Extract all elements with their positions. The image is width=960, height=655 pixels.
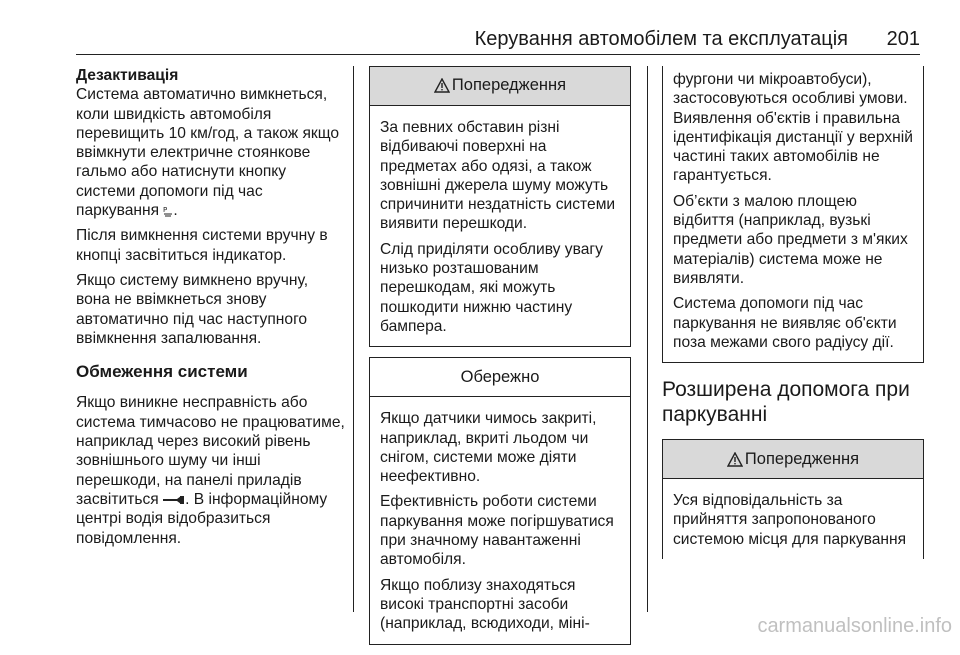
caution-box-title: Обережно (370, 358, 630, 397)
paragraph: Уся відповідальність за прийняття запропонованого системою місця для паркування (673, 492, 907, 548)
column-left (76, 66, 346, 554)
warning-triangle-icon (434, 76, 450, 95)
paragraph: Якщо датчики чимось закриті, наприклад, вкриті льодом чи снігом, системи може діяти неефективно. (380, 410, 597, 486)
warning-title-text: Попередження (744, 449, 860, 468)
column-divider (353, 66, 354, 612)
paragraph: Слід приділяти особливу увагу низько розташованим перешкодам, які можуть пошкодити нижню частину бампера. (380, 240, 603, 335)
warning-box-title (663, 440, 923, 479)
paragraph: Ефективність роботи системи паркування може погіршуватися при значному навантаженні автомобіля. (380, 493, 614, 569)
caution-box (369, 357, 631, 644)
warning-box-body (370, 106, 630, 346)
paragraph: фургони чи мікроавтобуси), застосовуються особливі умови. Виявлення об'єктів і правильна ідентифікація дистанції у верхній частині таких автомобілів не гарантується. (673, 71, 913, 185)
paragraph: Після вимкнення системи вручну в кнопці засвітиться індикатор. (76, 227, 328, 264)
paragraph-text: Система автоматично вимкнеться, коли швидкість автомобіля перевищить 10 км/год, а також якщо ввімкнути електричне стоянкове гальмо або натиснути кнопку системи допомоги під час паркування (76, 86, 340, 220)
warning-triangle-icon (727, 450, 743, 469)
column-divider (647, 66, 648, 612)
warning-box (369, 66, 631, 347)
paragraph: За певних обставин різні відбиваючі поверхні на предметах або одязі, а також зовнішні джерела шуму можуть спричинити нездатність системи виявити перешкоди. (380, 119, 616, 233)
paragraph (76, 393, 346, 547)
caution-box-body (663, 66, 923, 362)
caution-box-body (370, 397, 630, 643)
warning-title-text: Попередження (451, 76, 567, 95)
paragraph: Якщо поблизу знаходяться високі транспортні засоби (наприклад, всюдиходи, міні- (380, 576, 590, 633)
paragraph-text: Якщо виникне несправність або система тимчасово не працюватиме, наприклад через високий рівень зовнішнього шуму чи інші перешкоди, на панелі приладів засвітиться (76, 394, 345, 508)
watermark: carmanualsonline.info (757, 615, 952, 637)
section-heading-limits: Обмеження системи (76, 362, 248, 382)
column-right (662, 66, 924, 559)
header-title: Керування автомобілем та експлуатація (474, 28, 848, 50)
svg-text:P: P (163, 205, 168, 214)
parking-assist-icon (163, 202, 173, 219)
paragraph: Система допомоги під час паркування не виявляє об'єкти поза межами свого радіусу дії. (673, 295, 897, 351)
page-number: 201 (886, 28, 920, 50)
paragraph-text: . В інформаційному центрі водія відобразиться повідомлення. (76, 490, 328, 547)
paragraph: Об’єкти з малою площею відбиття (наприклад, вузькі предмети або предмети з м'яких матеріалів) система може не виявляти. (673, 192, 908, 287)
section-heading-advanced-parking: Розширена допомога при паркуванні (662, 378, 910, 427)
paragraph: Система автоматично вимкнеться, коли швидкість автомобіля перевищить 10 км/год, а також якщо ввімкнути електричне стоянкове гальмо або натиснути кнопку системи допомоги під час паркування P . (76, 86, 340, 220)
section-heading-deactivation: Дезактивація (76, 67, 179, 84)
warning-box (662, 439, 924, 559)
paragraph: Якщо систему вимкнено вручну, вона не ввімкнеться знову автоматично під час наступного ввімкнення запалювання. (76, 271, 309, 347)
column-middle (369, 66, 631, 655)
page-header (76, 22, 920, 55)
parking-indicator-icon (163, 491, 185, 508)
warning-box-title (370, 67, 630, 106)
warning-box-body (663, 479, 923, 559)
caution-box-continued (662, 66, 924, 363)
